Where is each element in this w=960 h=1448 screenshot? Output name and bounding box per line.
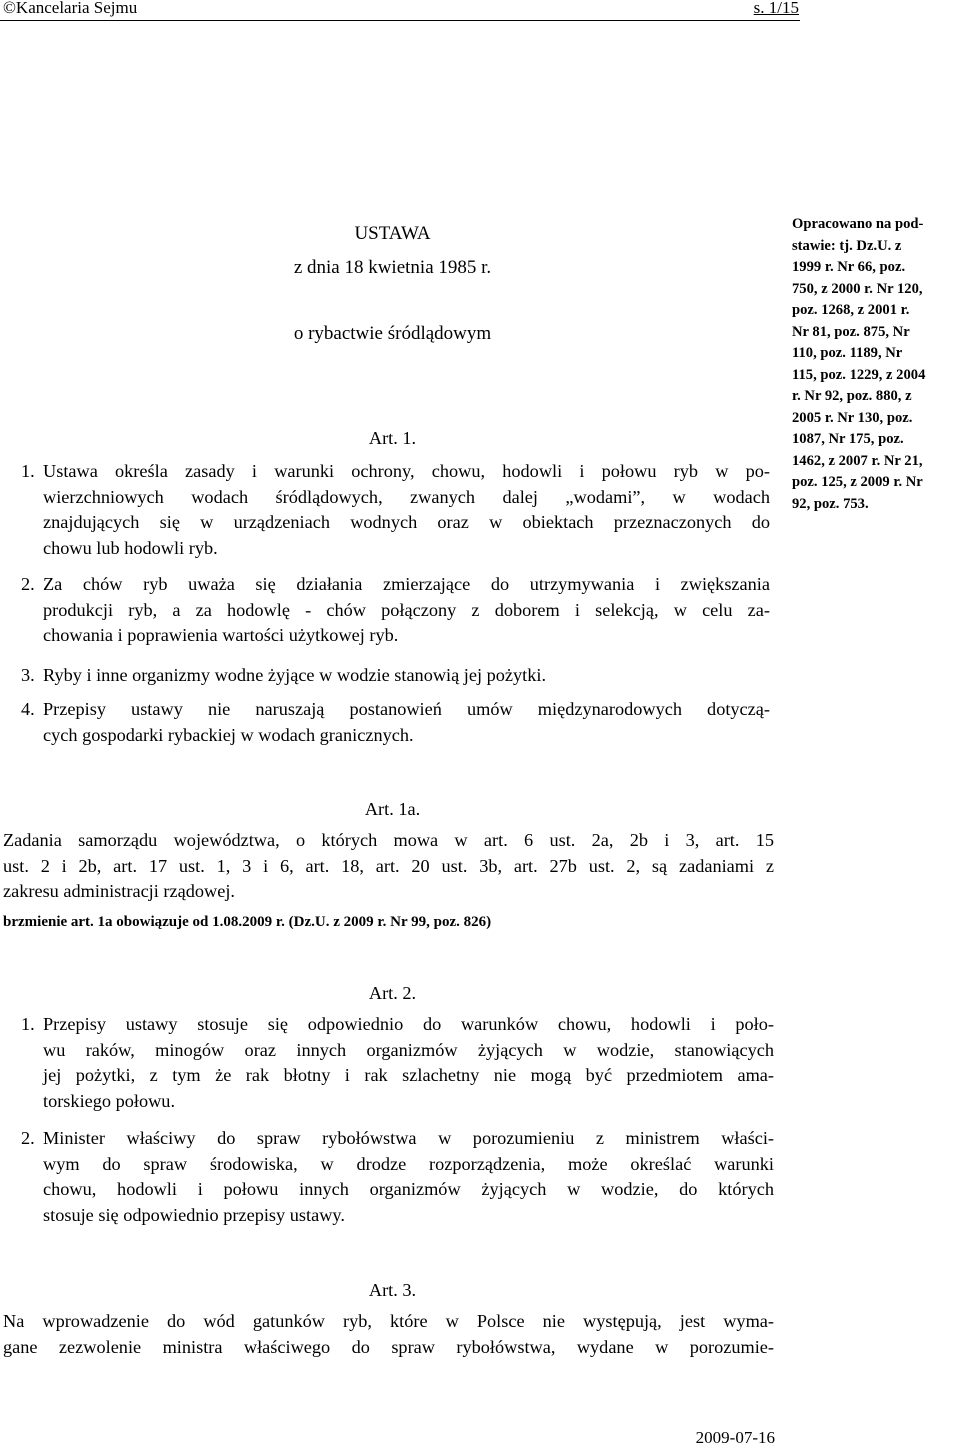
paragraph-number: 2.	[21, 1128, 35, 1148]
header-rule	[0, 20, 800, 21]
side-note-line: Nr 81, poz. 875, Nr	[792, 323, 910, 340]
art1-paragraph-4	[21, 697, 770, 748]
paragraph-line: chowania i poprawienia wartości użytkowej ryb.	[43, 625, 399, 645]
paragraph-line: wym do spraw środowiska, w drodze rozporządzenia, może określać warunki	[43, 1153, 774, 1174]
paragraph-line: jej pożytki, z tym że rak błotny i rak szlachetny nie mogą być przedmiotem ama-	[43, 1065, 774, 1085]
header-page-number: s. 1/15	[753, 0, 799, 17]
side-note-line: 1087, Nr 175, poz.	[792, 431, 904, 447]
paragraph-line: zakresu administracji rządowej.	[3, 881, 235, 901]
art2-paragraph-1	[21, 1012, 774, 1114]
side-note-line: stawie: tj. Dz.U. z	[792, 237, 902, 254]
side-note-line: poz. 125, z 2009 r. Nr	[792, 474, 923, 490]
side-note-line: 92, poz. 753.	[792, 495, 869, 512]
art3-heading: Art. 3.	[368, 1280, 417, 1300]
art1-paragraph-2	[21, 572, 770, 649]
footer-date: 2009-07-16	[695, 1428, 775, 1447]
paragraph-number: 2.	[21, 574, 35, 594]
side-note-line: Opracowano na pod-	[792, 216, 924, 232]
side-note-line: 110, poz. 1189, Nr	[792, 345, 903, 361]
art2-heading: Art. 2.	[368, 983, 417, 1003]
paragraph-line: ust. 2 i 2b, art. 17 ust. 1, 3 i 6, art. 18, art. 20 ust. 3b, art. 27b ust. 2, są zadaniami z	[3, 855, 774, 876]
paragraph-line: produkcji ryb, a za hodowlę - chów połączony z doborem i selekcją, w celu za-	[43, 599, 770, 620]
paragraph-line: cych gospodarki rybackiej w wodach granicznych.	[43, 724, 414, 745]
side-note-line: 1462, z 2007 r. Nr 21,	[792, 452, 923, 469]
art1-paragraph-3	[21, 663, 770, 689]
header-source: ©Kancelaria Sejmu	[3, 0, 138, 17]
paragraph-line: chowu, hodowli i połowu innych organizmów żyjących w wodzie, do których	[43, 1179, 774, 1199]
paragraph-line: wierzchniowych wodach śródlądowych, zwanych dalej „wodami”, w wodach	[43, 486, 770, 507]
paragraph-number: 1.	[21, 461, 35, 481]
paragraph-line: Ustawa określa zasady i warunki ochrony, chowu, hodowli i połowu ryb w po-	[43, 461, 770, 481]
paragraph-number: 3.	[21, 665, 35, 685]
art2-paragraph-2	[21, 1126, 774, 1228]
art1-paragraph-1	[21, 459, 770, 561]
art1a-amendment-note: brzmienie art. 1a obowiązuje od 1.08.2009 r. (Dz.U. z 2009 r. Nr 99, poz. 826)	[3, 914, 492, 930]
art1-heading: Art. 1.	[368, 428, 417, 448]
side-note-line: 1999 r. Nr 66, poz.	[792, 259, 906, 275]
paragraph-line: wu raków, minogów oraz innych organizmów żyjących w wodzie, stanowiących	[43, 1039, 774, 1060]
paragraph-line: chowu lub hodowli ryb.	[43, 537, 218, 558]
paragraph-line: Przepisy ustawy stosuje się odpowiednio do warunków chowu, hodowli i poło-	[43, 1014, 774, 1034]
act-type: USTAWA	[354, 223, 431, 244]
art1a-heading: Art. 1a.	[364, 799, 421, 819]
side-note-line: poz. 1268, z 2001 r.	[792, 302, 910, 318]
side-note-line: 115, poz. 1229, z 2004	[792, 366, 926, 383]
paragraph-line: Za chów ryb uważa się działania zmierzające do utrzymywania i zwiększania	[43, 574, 770, 594]
paragraph-line: Zadania samorządu województwa, o których mowa w art. 6 ust. 2a, 2b i 3, art. 15	[3, 830, 774, 850]
side-note-line: 750, z 2000 r. Nr 120,	[792, 280, 923, 297]
paragraph-line: gane zezwolenie ministra właściwego do spraw rybołówstwa, wydane w porozumie-	[3, 1336, 774, 1357]
paragraph-line: Minister właściwy do spraw rybołówstwa w porozumieniu z ministrem właści-	[43, 1128, 774, 1148]
paragraph-number: 4.	[21, 699, 35, 719]
paragraph-line: znajdujących się w urządzeniach wodnych oraz w obiektach przeznaczonych do	[43, 512, 770, 532]
act-date: z dnia 18 kwietnia 1985 r.	[293, 257, 492, 278]
art3-paragraph	[3, 1309, 774, 1360]
paragraph-line: Przepisy ustawy nie naruszają postanowień umów międzynarodowych dotyczą-	[43, 699, 770, 719]
side-note-line: r. Nr 92, poz. 880, z	[792, 388, 912, 404]
side-note	[792, 214, 960, 515]
act-subject: o rybactwie śródlądowym	[293, 323, 492, 344]
paragraph-line: stosuje się odpowiednio przepisy ustawy.	[43, 1204, 345, 1225]
paragraph-line: Ryby i inne organizmy wodne żyjące w wodzie stanowią jej pożytki.	[43, 665, 547, 685]
paragraph-number: 1.	[21, 1014, 35, 1034]
paragraph-line: Na wprowadzenie do wód gatunków ryb, które w Polsce nie występują, jest wyma-	[3, 1311, 774, 1331]
paragraph-line: torskiego połowu.	[43, 1090, 176, 1111]
art1a-paragraph	[3, 828, 774, 905]
side-note-line: 2005 r. Nr 130, poz.	[792, 409, 913, 426]
